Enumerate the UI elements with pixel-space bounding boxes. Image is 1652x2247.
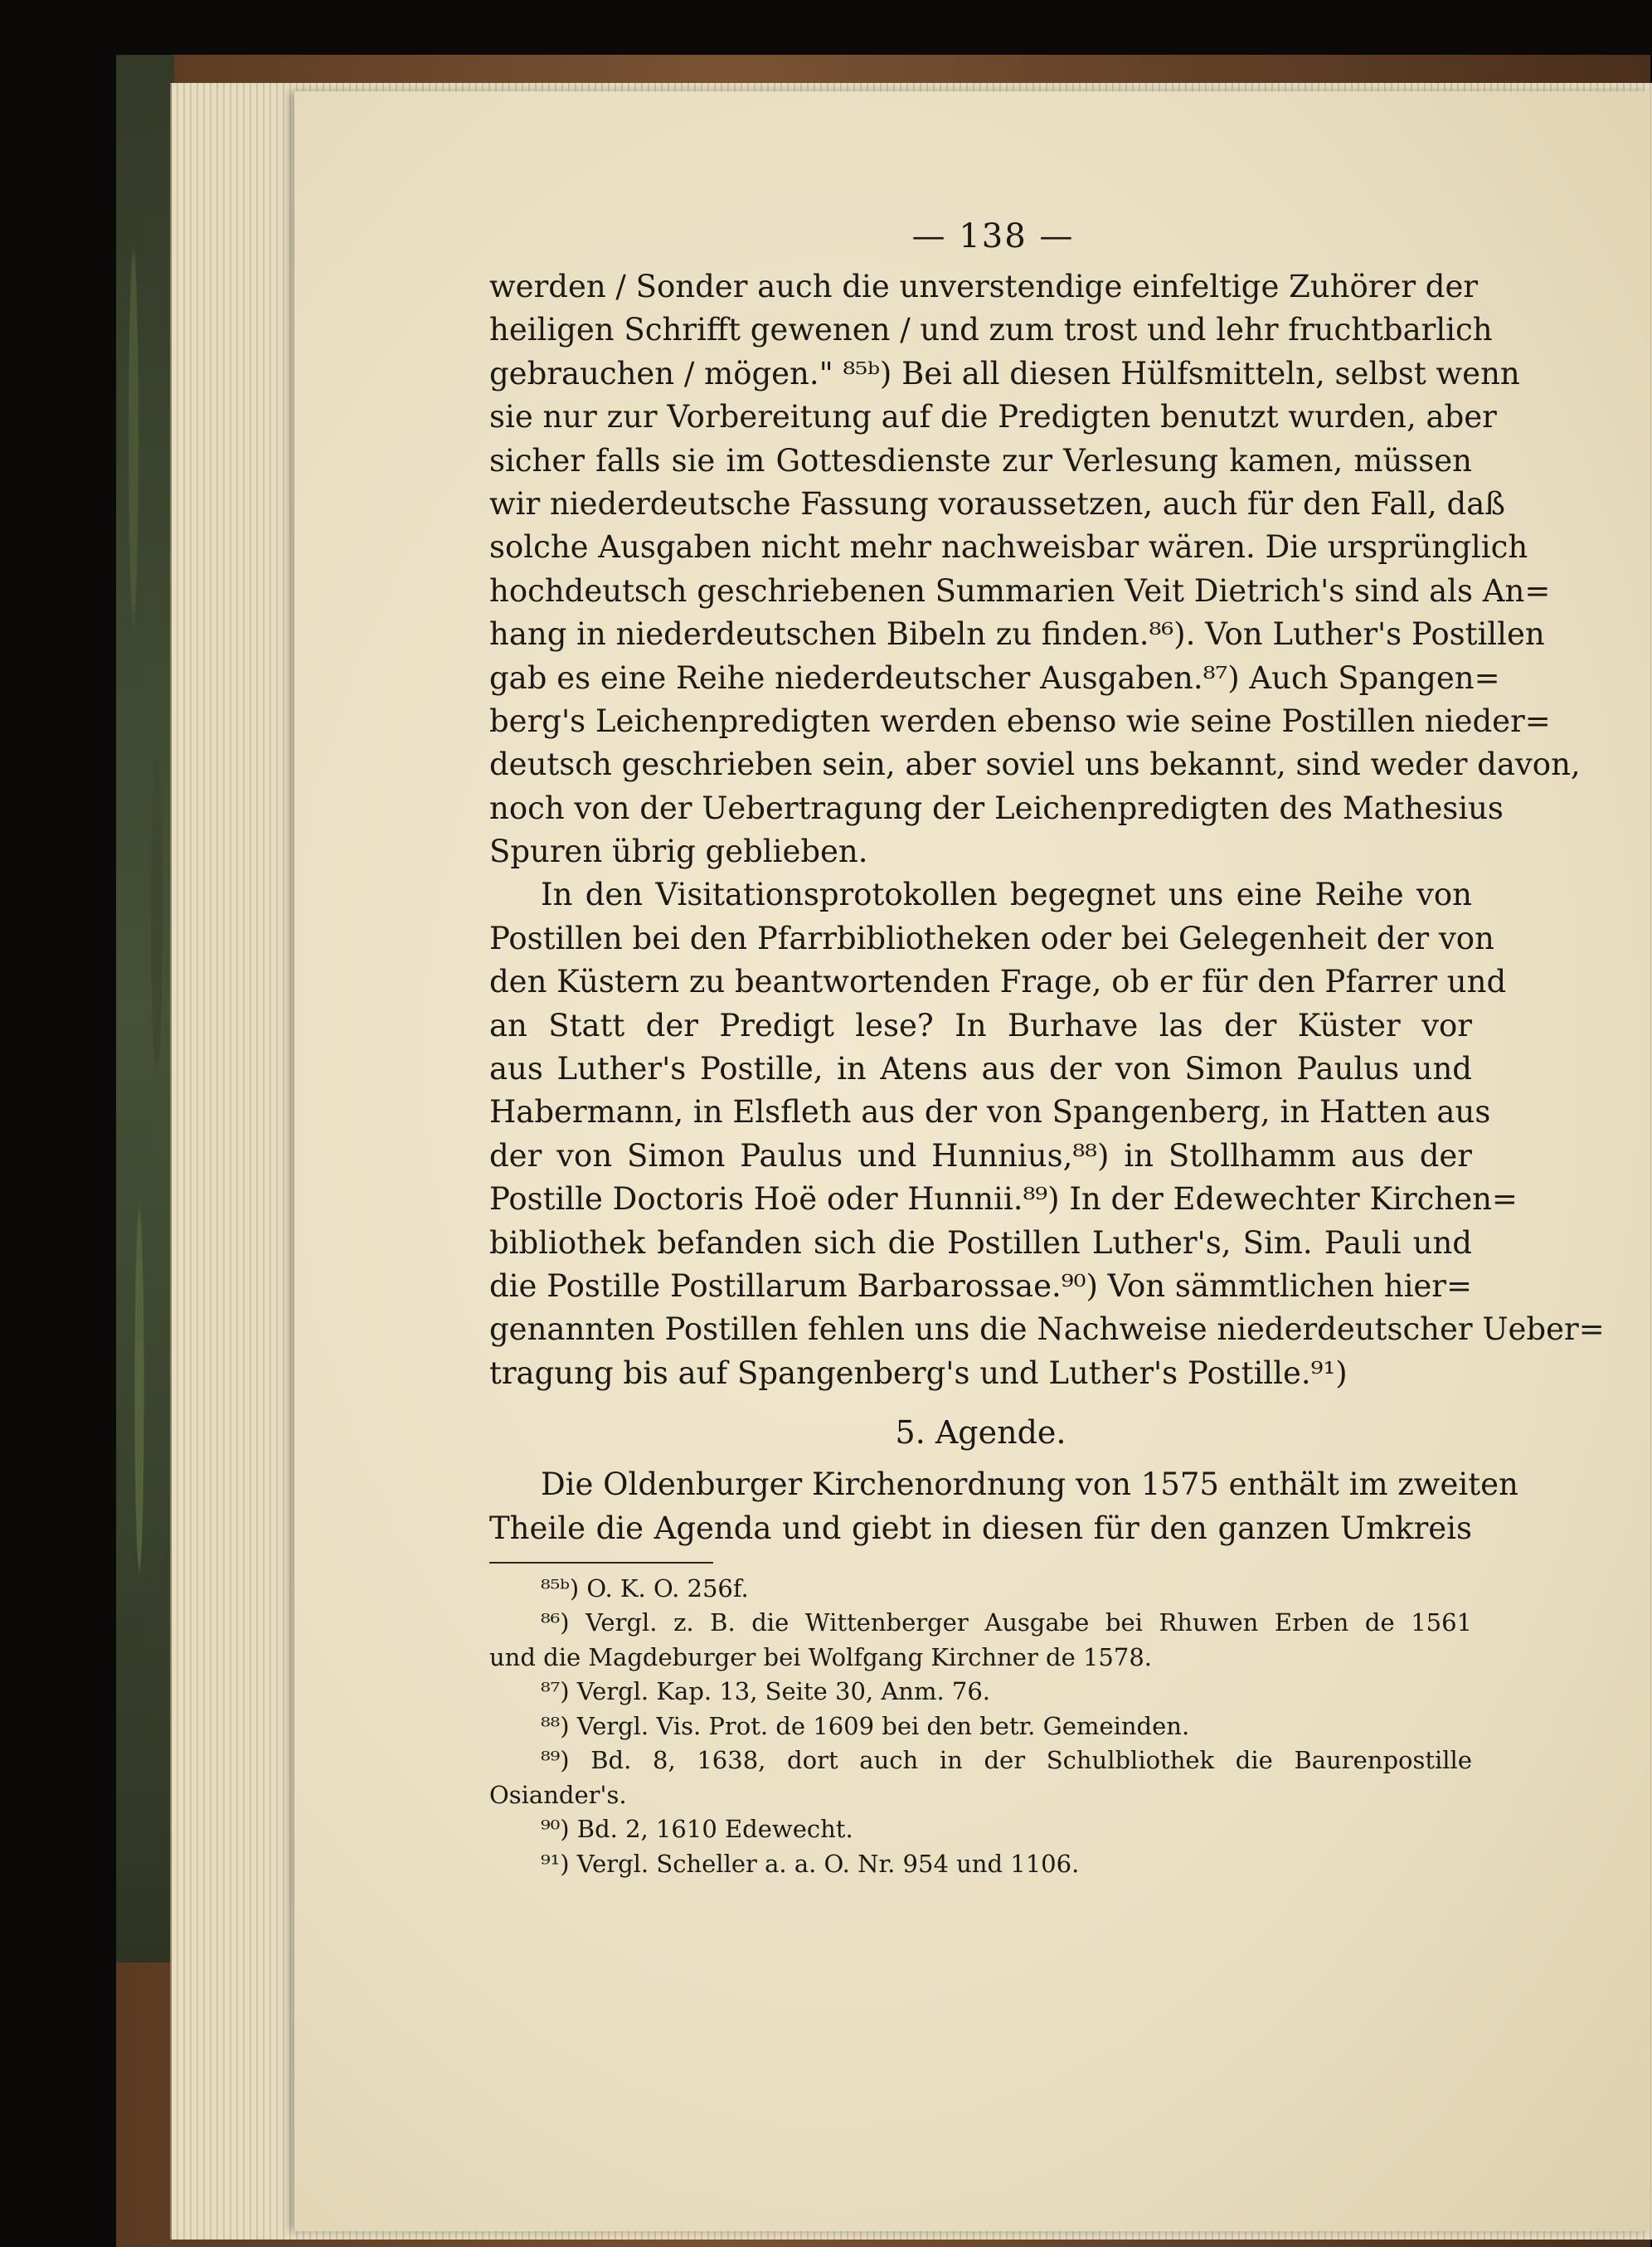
text-line: sicher falls sie im Gottesdienste zur Verlesung kamen, müssen (489, 442, 1472, 479)
text-line: aus Luther's Postille, in Atens aus der von Simon Paulus und (489, 1051, 1472, 1087)
text-line: der von Simon Paulus und Hunnius,⁸⁸) in Stollhamm aus der (489, 1137, 1472, 1174)
text-line: bibliothek befanden sich die Postillen Luther's, Sim. Pauli und (489, 1224, 1472, 1261)
text-line: berg's Leichenpredigten werden ebenso wie seine Postillen nieder= (489, 703, 1551, 739)
marbled-edge (116, 55, 174, 1962)
text-line: Theile die Agenda und giebt in diesen für den ganzen Umkreis (489, 1510, 1472, 1546)
footnote: ⁸⁹) Bd. 8, 1638, dort auch in der Schulbliothek die Baurenpostille (541, 1746, 1472, 1775)
body-text (489, 265, 1605, 1395)
text-line: heiligen Schrifft gewenen / und zum trost und lehr fruchtbarlich (489, 312, 1493, 348)
footnotes (489, 1572, 1472, 1882)
text-line: werden / Sonder auch die unverstendige einfeltige Zuhörer der (489, 269, 1479, 304)
footnote-continuation: und die Magdeburger bei Wolfgang Kirchner de 1578. (489, 1642, 1152, 1671)
text-line: den Küstern zu beantwortenden Frage, ob er für den Pfarrer und (489, 964, 1507, 1000)
text-line: In den Visitationsprotokollen begegnet uns eine Reihe von (541, 877, 1472, 913)
text-line: sie nur zur Vorbereitung auf die Predigten benutzt wurden, aber (489, 399, 1497, 435)
text-line: deutsch geschrieben sein, aber soviel uns bekannt, sind weder davon, (489, 747, 1581, 783)
text-line: genannten Postillen fehlen uns die Nachweise niederdeutscher Ueber= (489, 1311, 1605, 1348)
section-heading: 5. Agende. (895, 1414, 1067, 1452)
footnote: ⁹¹) Vergl. Scheller a. a. O. Nr. 954 und 1106. (541, 1849, 1080, 1878)
text-line: solche Ausgaben nicht mehr nachweisbar wären. Die ursprünglich (489, 529, 1528, 566)
text-line: hang in niederdeutschen Bibeln zu finden.⁸⁶). Von Luther's Postillen (489, 616, 1545, 653)
text-line: Postillen bei den Pfarrbibliotheken oder bei Gelegenheit der von (489, 920, 1494, 956)
text-line: gebrauchen / mögen." ⁸⁵ᵇ) Bei all diesen Hülfsmitteln, selbst wenn (489, 355, 1520, 392)
page-number: — 138 — (911, 217, 1075, 255)
text-line: an Statt der Predigt lese? In Burhave las der Küster vor (489, 1007, 1472, 1043)
text-line: Habermann, in Elsfleth aus der von Spangenberg, in Hatten aus (489, 1094, 1491, 1131)
footnote: ⁸⁶) Vergl. z. B. die Wittenberger Ausgabe bei Rhuwen Erben de 1561 (541, 1608, 1472, 1637)
footnote: ⁸⁷) Vergl. Kap. 13, Seite 30, Anm. 76. (541, 1677, 991, 1706)
text-line: gab es eine Reihe niederdeutscher Ausgaben.⁸⁷) Auch Spangen= (489, 659, 1500, 696)
text-line: Spuren übrig geblieben. (489, 834, 868, 870)
text-line: tragung bis auf Spangenberg's und Luther's Postille.⁹¹) (489, 1355, 1348, 1391)
text-line: noch von der Uebertragung der Leichenpredigten des Mathesius (489, 790, 1504, 826)
footnote-divider (489, 1562, 713, 1564)
footnote: ⁸⁸) Vergl. Vis. Prot. de 1609 bei den betr. Gemeinden. (541, 1711, 1190, 1740)
footnote-continuation: Osiander's. (489, 1780, 627, 1809)
text-line: hochdeutsch geschriebenen Summarien Veit Dietrich's sind als An= (489, 572, 1551, 609)
section-text (489, 1463, 1518, 1550)
page-text (489, 207, 1605, 1881)
footnote: ⁹⁰) Bd. 2, 1610 Edewecht. (541, 1815, 853, 1844)
text-line: wir niederdeutsche Fassung voraussetzen, auch für den Fall, daß (489, 485, 1506, 522)
text-line: die Postille Postillarum Barbarossae.⁹⁰) Von sämmtlichen hier= (489, 1267, 1472, 1304)
text-line: Die Oldenburger Kirchenordnung von 1575 enthält im zweiten (541, 1466, 1518, 1503)
text-line: Postille Doctoris Hoë oder Hunnii.⁸⁹) In der Edewechter Kirchen= (489, 1181, 1518, 1218)
footnote: ⁸⁵ᵇ) O. K. O. 256f. (541, 1573, 749, 1603)
